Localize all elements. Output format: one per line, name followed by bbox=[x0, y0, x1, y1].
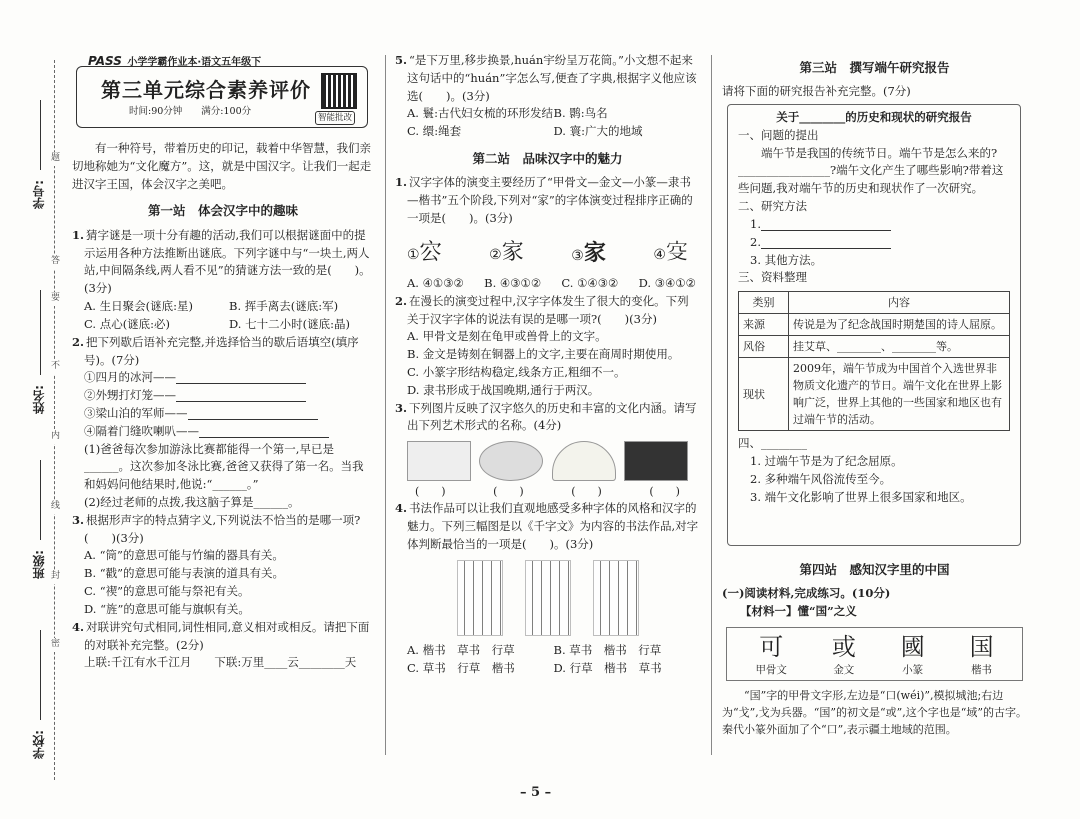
class-line[interactable] bbox=[40, 460, 41, 540]
idiom-item: ②外甥打灯笼—— bbox=[72, 387, 374, 405]
plaque-image bbox=[624, 441, 688, 481]
seal-line bbox=[54, 60, 55, 780]
column-1 bbox=[72, 140, 374, 672]
guo-seal: 國 小篆 bbox=[900, 633, 925, 676]
conclusion-item: 1. 过端午节是为了纪念屈原。 bbox=[750, 454, 903, 469]
option-c[interactable]: C. 点心(谜底:必) bbox=[84, 316, 171, 331]
table-header: 类别 bbox=[739, 292, 789, 314]
option-d[interactable]: D. 隶书形成于战国晚期,通行于两汉。 bbox=[407, 382, 600, 397]
option-a[interactable]: A. 生日聚会(谜底:星) bbox=[84, 299, 193, 314]
student-number-label: 学号: bbox=[32, 180, 46, 209]
question-1-1-options bbox=[72, 298, 374, 334]
guo-paragraph: “国”字的甲骨文字形,左边是“口(wéi)”,模拟城池;右边为“戈”,戈为兵器。“国”的初文是“或”,这个字也是“域”的古字。秦代小篆外面加了个“口”,表示疆土地域的范围。 bbox=[722, 689, 1027, 737]
couplet-line[interactable]: 上联:千江有水千江月 下联:万里____云________天 bbox=[84, 655, 357, 670]
method-item[interactable]: 1. bbox=[738, 216, 1010, 234]
glyph-jia-4: 𡧔 bbox=[665, 239, 688, 265]
glyph-number: ④ bbox=[653, 246, 666, 263]
table-row bbox=[739, 336, 1010, 358]
seal-char: 封 bbox=[51, 570, 60, 584]
option-b[interactable]: B. “戳”的意思可能与表演的道具有关。 bbox=[84, 566, 285, 581]
option-b[interactable]: B. 鹮:鸟名 bbox=[553, 106, 608, 121]
option-b[interactable]: B. 草书 楷书 行草 bbox=[553, 642, 662, 657]
option-d[interactable]: D. 寰:广大的地域 bbox=[553, 124, 643, 139]
art-answer-row bbox=[395, 483, 700, 500]
answer-blank[interactable] bbox=[199, 426, 329, 438]
column-2 bbox=[395, 52, 700, 677]
option-c[interactable]: C. 小篆字形结构稳定,线条方正,粗细不一。 bbox=[407, 365, 626, 380]
idiom-item: ①四月的冰河—— bbox=[72, 369, 374, 387]
report-section-3: 三、资料整理 bbox=[738, 270, 807, 285]
option-b[interactable]: B. 挥手离去(谜底:军) bbox=[229, 299, 339, 314]
option-d[interactable]: D. “旌”的意思可能与旗帜有关。 bbox=[84, 601, 250, 616]
question-1-3: 3. 根据形声字的特点猜字义,下列说法不恰当的是哪一项?( )(3分) bbox=[72, 512, 361, 545]
column-divider bbox=[711, 55, 712, 755]
table-cell: 传说是为了纪念战国时期楚国的诗人屈原。 bbox=[789, 314, 1010, 336]
question-2-2: 2. 在漫长的演变过程中,汉字字体发生了很大的变化。下列关于汉字字体的说法有误的是哪一项?( )(3分) bbox=[395, 293, 689, 326]
question-1-1: 1. 猜字谜是一项十分有趣的活动,我们可以根据谜面中的提示运用各种方法推断出谜底。下列字谜中与“一块土,两人站,中间隔条线,两人看不见”的猜谜方法一致的是( )。(3分) bbox=[72, 227, 371, 296]
option-c[interactable]: C. 缳:绳套 bbox=[407, 124, 462, 139]
answer-paren[interactable]: ( ) bbox=[571, 485, 602, 499]
question-2-1: 1. 汉字字体的演变主要经历了“甲骨文—金文—小篆—隶书—楷书”五个阶段,下列对“家”的字体演变过程排序正确的一项是( )。(3分) bbox=[395, 175, 693, 226]
column-divider bbox=[385, 55, 386, 755]
seal-char: 线 bbox=[51, 500, 60, 514]
option-a[interactable]: A. 楷书 草书 行草 bbox=[407, 642, 515, 657]
guo-regular: 国 楷书 bbox=[969, 633, 994, 676]
qr-code-icon[interactable] bbox=[321, 73, 357, 109]
report-section-4[interactable]: 四、________ bbox=[738, 436, 807, 451]
binding-margin bbox=[0, 40, 62, 800]
option-c[interactable]: C. 草书 行草 楷书 bbox=[407, 660, 515, 675]
sub-question-1: (1)爸爸每次参加游泳比赛都能得一个第一,早已是______。这次参加冬泳比赛,爸爸又获得了第一名。当我和妈妈问他结果时,他说:“______。” bbox=[84, 441, 364, 492]
page-title: 第三单元综合素养评价 bbox=[101, 78, 311, 102]
idiom-item: ④隔着门缝吹喇叭—— bbox=[72, 423, 374, 441]
fan-painting-image bbox=[552, 441, 616, 481]
column-3-lower bbox=[722, 558, 1027, 738]
report-instruction: 请将下面的研究报告补充完整。(7分) bbox=[722, 84, 911, 99]
question-2-3: 3. 下列图片反映了汉字悠久的历史和丰富的文化内涵。请写出下列艺术形式的名称。(4分) bbox=[395, 400, 697, 433]
exam-meta: 时间:90分钟 满分:100分 bbox=[129, 106, 252, 117]
conclusion-item: 2. 多种端午风俗流传至今。 bbox=[750, 472, 892, 487]
jia-glyph-row bbox=[395, 228, 700, 275]
answer-blank[interactable] bbox=[761, 219, 891, 231]
answer-blank[interactable] bbox=[176, 372, 306, 384]
table-cell: 来源 bbox=[739, 314, 789, 336]
table-header: 内容 bbox=[789, 292, 1010, 314]
brand-logo: PASS bbox=[88, 54, 122, 68]
conclusion-item: 3. 端午文化影响了世界上很多国家和地区。 bbox=[750, 489, 972, 504]
station-1-heading: 第一站 体会汉字中的趣味 bbox=[147, 203, 298, 219]
column-3 bbox=[722, 52, 1027, 101]
idiom-item: ③梁山泊的军师—— bbox=[72, 405, 374, 423]
option-d[interactable]: D. ③④①② bbox=[638, 275, 696, 290]
table-cell: 2009年，端午节成为中国首个入选世界非物质文化遗产的节日。端午文化在世界上影响广泛，世界上其他的一些国家和地区也有过端午节的活动。 bbox=[789, 358, 1010, 431]
guo-evolution-box bbox=[726, 627, 1023, 681]
report-section-1-text[interactable]: 端午节是我国的传统节日。端午节是怎么来的?________________?端午文化产生了哪些影响?带着这些问题,我对端午节的历史和现状作了一次研究。 bbox=[738, 145, 1004, 196]
question-1-2: 2. 把下列歇后语补充完整,并选择恰当的歇后语填空(填序号)。(7分) bbox=[72, 334, 359, 367]
seal-char: 要 bbox=[51, 292, 60, 306]
seal-stamp-image bbox=[407, 441, 471, 481]
method-item[interactable]: 2. bbox=[738, 234, 1010, 252]
seal-char: 内 bbox=[51, 430, 60, 444]
option-c[interactable]: C. ①④③② bbox=[561, 275, 619, 290]
question-1-5-options bbox=[395, 105, 700, 141]
glyph-number: ② bbox=[489, 246, 502, 263]
seal-char: 不 bbox=[51, 360, 60, 374]
option-a[interactable]: A. ④①③② bbox=[407, 275, 464, 290]
station-3-heading: 第三站 撰写端午研究报告 bbox=[799, 60, 950, 75]
research-report bbox=[727, 104, 1021, 546]
answer-paren[interactable]: ( ) bbox=[493, 485, 524, 499]
calligraphy-image-3 bbox=[593, 560, 639, 636]
series-name: 小学学霸作业本·语文五年级下 bbox=[127, 57, 262, 68]
student-name-label: 姓名: bbox=[32, 385, 46, 414]
glyph-number: ③ bbox=[571, 247, 584, 264]
option-b[interactable]: B. 金文是铸刻在铜器上的文字,主要在商周时期使用。 bbox=[407, 347, 680, 362]
option-a[interactable]: A. “筒”的意思可能与竹编的器具有关。 bbox=[84, 548, 284, 563]
answer-blank[interactable] bbox=[761, 237, 891, 249]
glyph-jia-3: 家 bbox=[583, 239, 606, 266]
school-label: 学校: bbox=[32, 730, 46, 759]
intro-paragraph: 有一种符号，带着历史的印记，载着中华智慧，我们亲切地称她为“文化魔方”。这，就是中国汉字。让我们一起走进汉字王国，体会汉字之美吧。 bbox=[72, 141, 372, 191]
glyph-number: ① bbox=[407, 246, 420, 263]
paper-cut-image bbox=[479, 441, 543, 481]
student-name-line[interactable] bbox=[40, 290, 41, 375]
student-number-line[interactable] bbox=[40, 100, 41, 170]
smart-grading-label: 智能批改 bbox=[315, 111, 355, 125]
question-1-5: 5. “是下万里,移步换景,huán宇纷呈万花筒。”小文想不起来这句话中的“huán”字怎么写,便查了字典,根据字义他应该选( )。(3分) bbox=[395, 53, 697, 103]
option-c[interactable]: C. “禊”的意思可能与祭祀有关。 bbox=[84, 584, 250, 599]
class-label: 班级: bbox=[32, 550, 46, 579]
option-a[interactable]: A. 甲骨文是刻在龟甲或兽骨上的文字。 bbox=[407, 329, 607, 344]
method-item: 3. 其他方法。 bbox=[750, 252, 823, 267]
option-a[interactable]: A. 鬟:古代妇女梳的环形发结 bbox=[407, 106, 553, 121]
sub-question-2: (2)经过老师的点拨,我这脑子算是______。 bbox=[84, 495, 300, 509]
report-section-1: 一、问题的提出 bbox=[738, 127, 819, 142]
table-row bbox=[739, 358, 1010, 431]
calligraphy-image-2 bbox=[525, 560, 571, 636]
answer-paren[interactable]: ( ) bbox=[415, 485, 446, 499]
table-cell: 现状 bbox=[739, 358, 789, 431]
report-section-2: 二、研究方法 bbox=[738, 199, 807, 214]
table-row bbox=[739, 314, 1010, 336]
station-4-heading: 第四站 感知汉字里的中国 bbox=[799, 562, 950, 577]
report-title[interactable]: 关于________的历史和现状的研究报告 bbox=[776, 110, 972, 124]
question-2-4: 4. 书法作品可以让我们直观地感受多种字体的风格和汉字的魅力。下列三幅图是以《千字文》为内容的书法作品,对字体判断最恰当的一项是( )。(3分) bbox=[395, 501, 699, 551]
reading-instruction: (一)阅读材料,完成练习。(10分) bbox=[722, 586, 891, 601]
answer-blank[interactable] bbox=[176, 390, 306, 402]
question-2-1-options bbox=[395, 275, 700, 293]
guo-bronze: 或 金文 bbox=[831, 633, 856, 676]
station-2-heading: 第二站 品味汉字中的魅力 bbox=[472, 151, 623, 167]
option-d[interactable]: D. 七十二小时(谜底:晶) bbox=[229, 316, 350, 331]
seal-char: 密 bbox=[51, 638, 60, 652]
answer-blank[interactable] bbox=[188, 408, 318, 420]
table-cell[interactable]: 挂艾草、________、________等。 bbox=[789, 336, 1010, 358]
title-box bbox=[76, 66, 368, 128]
table-cell: 风俗 bbox=[739, 336, 789, 358]
question-1-4: 4. 对联讲究句式相同,词性相同,意义相对或相反。请把下面的对联补充完整。(2分) bbox=[72, 619, 370, 652]
calligraphy-image-1 bbox=[457, 560, 503, 636]
glyph-jia-1: 㝐 bbox=[419, 239, 442, 265]
data-table bbox=[738, 291, 1010, 431]
calligraphy-images bbox=[395, 554, 700, 642]
question-2-4-options bbox=[395, 642, 700, 678]
page-number: – 5 – bbox=[520, 785, 552, 800]
option-b[interactable]: B. ④③①② bbox=[484, 275, 542, 290]
seal-char: 题 bbox=[51, 152, 60, 166]
glyph-jia-2: 家 bbox=[501, 239, 524, 265]
seal-char: 答 bbox=[51, 255, 60, 269]
material-title: 【材料一】懂“国”之义 bbox=[740, 604, 857, 619]
option-d[interactable]: D. 行草 楷书 草书 bbox=[553, 660, 662, 675]
school-line[interactable] bbox=[40, 630, 41, 720]
guo-oracle: 可 甲骨文 bbox=[755, 633, 787, 676]
art-images bbox=[395, 435, 700, 483]
answer-paren[interactable]: ( ) bbox=[649, 485, 680, 499]
